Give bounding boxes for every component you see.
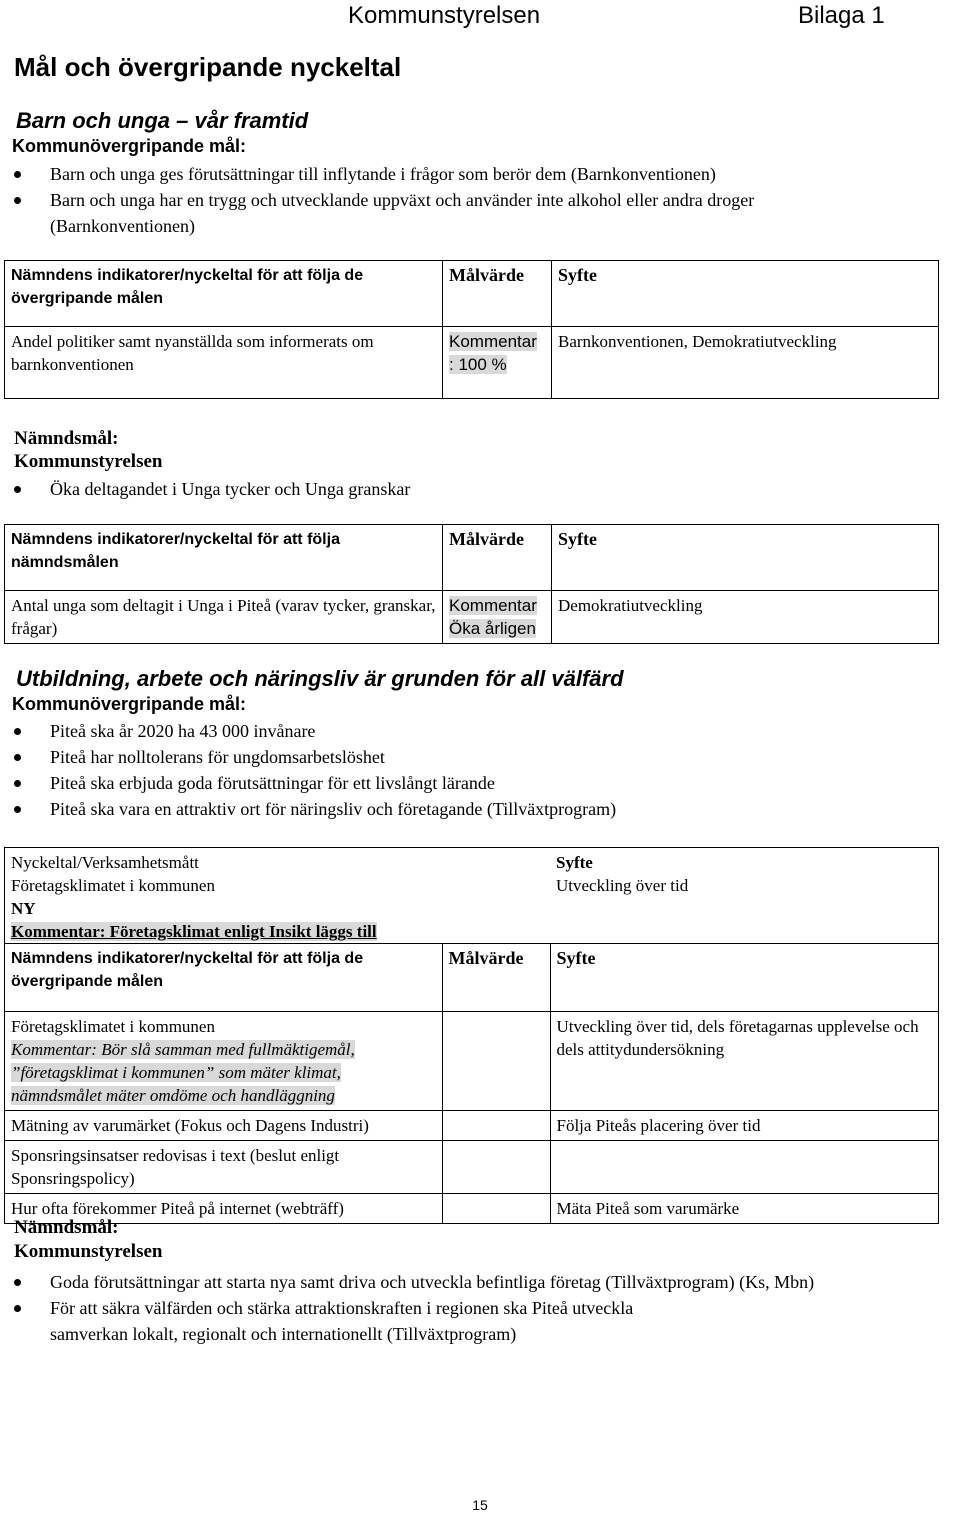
table-header-indicator: Nämndens indikatorer/nyckeltal för att följa de övergripande målen bbox=[5, 944, 443, 1012]
table-header-purpose: Syfte bbox=[552, 525, 939, 591]
section1-goals-list bbox=[0, 161, 900, 239]
section2-title: Utbildning, arbete och näringsliv är grunden för all välfärd bbox=[16, 666, 624, 691]
target-value: Öka årligen bbox=[449, 619, 536, 638]
table-cell-target bbox=[443, 591, 552, 644]
document-title: Mål och övergripande nyckeltal bbox=[14, 52, 402, 82]
page-number: 15 bbox=[472, 1497, 488, 1513]
section2-goals-list bbox=[0, 718, 900, 822]
table-cell-indicator bbox=[5, 1012, 443, 1111]
table-cell-indicator: Mätning av varumärket (Fokus och Dagens Industri) bbox=[5, 1111, 443, 1141]
table-header-indicator: Nämndens indikatorer/nyckeltal för att följa de övergripande målen bbox=[5, 261, 443, 327]
list-item: Barn och unga har en trygg och utvecklande uppväxt och använder inte alkohol eller andra droger (Barnkonventionen) bbox=[0, 187, 900, 239]
section1-title: Barn och unga – vår framtid bbox=[16, 108, 309, 133]
table-cell-target bbox=[442, 1194, 550, 1224]
section2-goals-label: Kommunövergripande mål: bbox=[12, 694, 247, 714]
board-name: Kommunstyrelsen bbox=[14, 1241, 163, 1262]
table-header-target: Målvärde bbox=[442, 944, 550, 1012]
table-cell-indicator: Sponsringsinsatser redovisas i text (beslut enligt Sponsringspolicy) bbox=[5, 1141, 443, 1194]
list-item: Piteå ska år 2020 ha 43 000 invånare bbox=[0, 718, 900, 744]
table-header-purpose: Syfte bbox=[550, 944, 939, 1012]
table-cell-target bbox=[442, 1141, 550, 1194]
board-goal-label: Nämndsmål: bbox=[14, 428, 119, 449]
table-cell-target bbox=[443, 327, 552, 399]
list-item: Goda förutsättningar att starta nya samt driva och utveckla befintliga företag (Tillväxtprogram) (Ks, Mbn) bbox=[0, 1269, 910, 1295]
table-cell-target bbox=[442, 1012, 550, 1111]
keyfigure-header: Nyckeltal/Verksamhetsmått bbox=[11, 853, 199, 872]
board-goal-label: Nämndsmål: bbox=[14, 1217, 119, 1238]
section2-indicator-table bbox=[4, 847, 939, 1224]
table-cell-purpose bbox=[550, 848, 939, 944]
purpose-value: Utveckling över tid bbox=[556, 876, 689, 895]
table-cell-purpose: Utveckling över tid, dels företagarnas upplevelse och dels attitydundersökning bbox=[550, 1012, 939, 1111]
list-item: För att säkra välfärden och stärka attraktionskraften i regionen ska Piteå utveckla samverkan lokalt, regionalt och internationellt (Tillväxtprogram) bbox=[0, 1295, 690, 1347]
target-comment: Kommentar : 100 % bbox=[449, 332, 537, 374]
table-cell-empty bbox=[442, 848, 550, 944]
section2-board-goals-list bbox=[0, 1269, 910, 1347]
header-appendix: Bilaga 1 bbox=[798, 2, 885, 29]
section1-goals-label: Kommunövergripande mål: bbox=[12, 136, 247, 156]
table-header-indicator: Nämndens indikatorer/nyckeltal för att följa nämndsmålen bbox=[5, 525, 443, 591]
purpose-header: Syfte bbox=[556, 853, 593, 872]
table-header-target: Målvärde bbox=[443, 525, 552, 591]
table-cell-purpose bbox=[550, 1141, 939, 1194]
table-cell-indicator: Andel politiker samt nyanställda som informerats om barnkonventionen bbox=[5, 327, 443, 399]
table-cell-purpose: Demokratiutveckling bbox=[552, 591, 939, 644]
list-item: Piteå har nolltolerans för ungdomsarbetslöshet bbox=[0, 744, 900, 770]
table-cell-indicator: Hur ofta förekommer Piteå på internet (webträff) bbox=[5, 1194, 443, 1224]
list-item: Piteå ska erbjuda goda förutsättningar för ett livslångt lärande bbox=[0, 770, 900, 796]
board-name: Kommunstyrelsen bbox=[14, 451, 163, 472]
indicator-name: Företagsklimatet i kommunen bbox=[11, 1017, 215, 1036]
table-cell-keyfigure bbox=[5, 848, 443, 944]
table-cell-purpose: Följa Piteås placering över tid bbox=[550, 1111, 939, 1141]
section1-board-indicator-table bbox=[4, 524, 939, 644]
keyfigure-new: NY bbox=[11, 899, 36, 918]
indicator-comment: Kommentar: Bör slå samman med fullmäktigemål, ”företagsklimat i kommunen” som mäter klimat, nämndsmålet mäter omdöme och handläggning bbox=[11, 1040, 355, 1105]
list-item: Öka deltagandet i Unga tycker och Unga granskar bbox=[0, 476, 900, 502]
table-cell-indicator: Antal unga som deltagit i Unga i Piteå (varav tycker, granskar, frågar) bbox=[5, 591, 443, 644]
target-comment: Kommentar bbox=[449, 596, 537, 615]
list-item: Barn och unga ges förutsättningar till inflytande i frågor som berör dem (Barnkonventionen) bbox=[0, 161, 900, 187]
table-cell-target bbox=[442, 1111, 550, 1141]
table-header-target: Målvärde bbox=[443, 261, 552, 327]
keyfigure-comment: Kommentar: Företagsklimat enligt Insikt läggs till bbox=[11, 922, 377, 941]
section1-board-goals-list bbox=[0, 476, 900, 502]
table-cell-purpose: Barnkonventionen, Demokratiutveckling bbox=[552, 327, 939, 399]
header-org: Kommunstyrelsen bbox=[348, 2, 541, 29]
section1-indicator-table bbox=[4, 260, 939, 399]
table-header-purpose: Syfte bbox=[552, 261, 939, 327]
keyfigure-name: Företagsklimatet i kommunen bbox=[11, 876, 215, 895]
list-item: Piteå ska vara en attraktiv ort för näringsliv och företagande (Tillväxtprogram) bbox=[0, 796, 900, 822]
table-cell-purpose: Mäta Piteå som varumärke bbox=[550, 1194, 939, 1224]
